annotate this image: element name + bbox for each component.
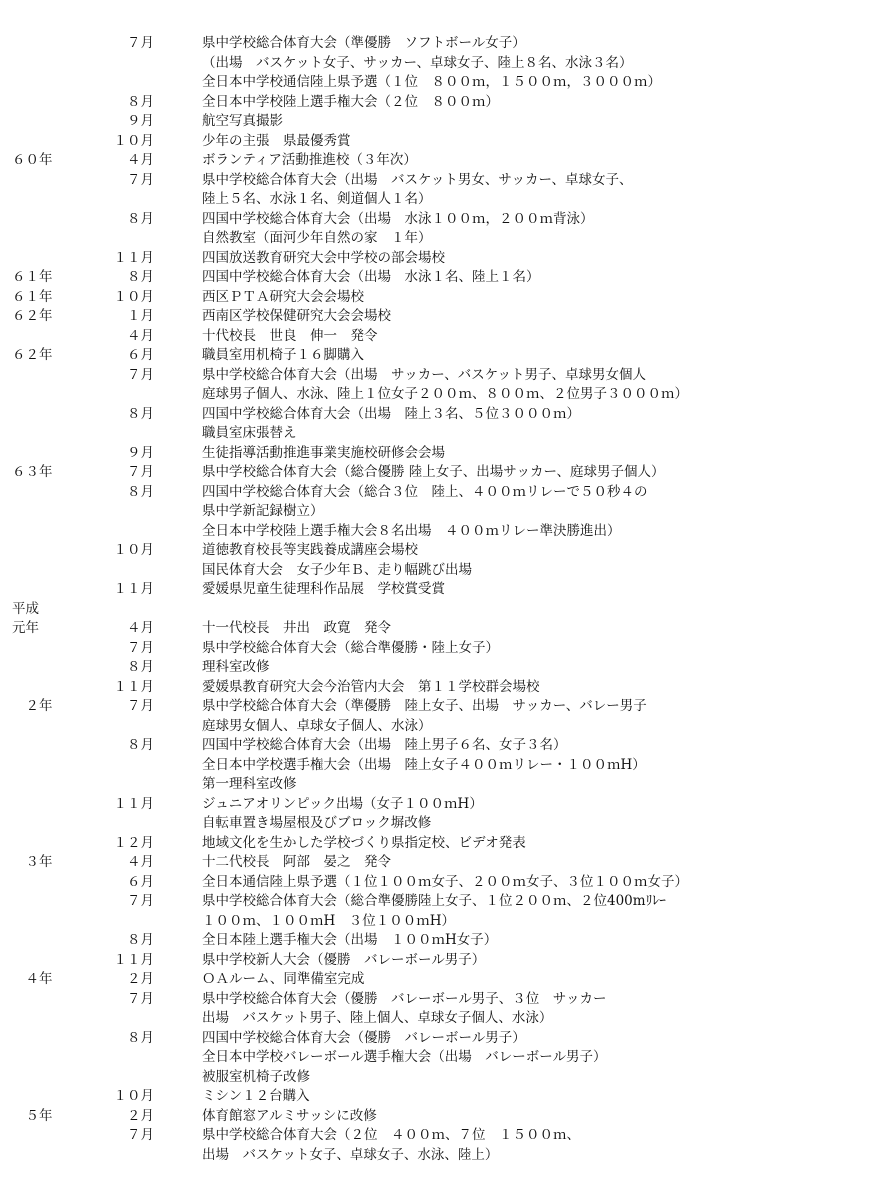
month-cell: １０月 [113,1088,154,1104]
month-cell: ８月 [127,483,154,500]
year-cell: ５年 [12,1107,53,1124]
month-cell: ８月 [127,659,154,675]
history-row [0,639,877,659]
month-cell: ７月 [127,698,154,714]
event-text: 四国中学校総合体育大会（出場 水泳１名、陸上１名） [202,269,540,285]
month-cell: １月 [127,308,154,324]
event-text: 県中学校総合体育大会（総合準優勝・陸上女子） [202,639,499,656]
history-row [0,249,877,269]
month-cell: ８月 [127,737,154,753]
event-text: 出場 バスケット男子、陸上個人、卓球女子個人、水泳） [202,1010,553,1026]
month-cell: ４月 [127,152,154,168]
event-text: ジュニアオリンピック出場（女子１００ｍH） [202,795,483,812]
history-row [0,307,877,327]
history-row [0,619,877,639]
year-cell: 平成 [12,600,39,617]
history-row [0,775,877,795]
event-text: 全日本中学校陸上選手権大会８名出場 ４００ｍリレー準決勝進出） [202,522,621,539]
event-text: 国民体育大会 女子少年Ｂ、走り幅跳び出場 [202,561,472,578]
month-cell: ８月 [127,93,154,110]
history-row [0,756,877,776]
event-text: 出場 バスケット女子、卓球女子、水泳、陸上） [202,1146,499,1163]
history-document [0,34,877,1165]
month-cell: ８月 [127,210,154,227]
event-text: 全日本中学校通信陸上県予選（１位 ８００ｍ，１５００ｍ，３０００ｍ） [202,74,661,90]
month-cell: ７月 [127,639,154,656]
history-row [0,502,877,522]
year-cell: 元年 [12,620,39,636]
month-cell: ２月 [127,971,154,987]
history-row [0,678,877,698]
history-row [0,288,877,308]
history-row [0,93,877,113]
event-text: 自転車置き場屋根及びブロック塀改修 [202,815,432,831]
month-cell: １１月 [113,795,154,812]
month-cell: １２月 [113,834,154,851]
month-cell: ７月 [127,893,154,909]
month-cell: ８月 [127,932,154,948]
history-row [0,931,877,951]
month-cell: １１月 [113,581,154,597]
month-cell: ７月 [127,35,154,51]
history-row [0,268,877,288]
month-cell: ９月 [127,113,154,129]
history-row [0,132,877,152]
history-row [0,1126,877,1146]
event-text: 全日本通信陸上県予選（１位１００ｍ女子、２００ｍ女子、３位１００ｍ女子） [202,873,688,890]
event-text: 理科室改修 [202,659,270,675]
history-row [0,1068,877,1088]
history-row [0,697,877,717]
event-text: 庭球男子個人、水泳、陸上１位女子２００ｍ、８００ｍ、２位男子３０００ｍ） [202,386,688,402]
history-row [0,366,877,386]
event-text: 十一代校長 井出 政寛 発令 [202,620,391,636]
history-row [0,795,877,815]
month-cell: １０月 [113,288,154,305]
event-text: 県中学校総合体育大会（準優勝 陸上女子、出場 サッカー、バレー男子 [202,698,647,714]
history-row [0,1029,877,1049]
event-text: 県中学新記録樹立） [202,503,324,519]
history-row [0,190,877,210]
month-cell: ６月 [127,347,154,363]
year-cell: ４年 [12,971,53,987]
month-cell: １１月 [113,249,154,266]
history-row [0,717,877,737]
event-text: 西南区学校保健研究大会会場校 [202,308,391,324]
event-text: 県中学校総合体育大会（総合優勝 陸上女子、出場サッカー、庭球男子個人） [202,464,665,480]
history-row [0,424,877,444]
history-row [0,1048,877,1068]
history-row [0,1146,877,1166]
event-text: 陸上５名、水泳１名、剣道個人１名） [202,191,432,207]
history-row [0,951,877,971]
event-text: 少年の主張 県最優秀賞 [202,132,351,149]
event-text: （出場 バスケット女子、サッカー、卓球女子、陸上８名、水泳３名） [202,54,633,71]
history-row [0,990,877,1010]
event-text: 県中学校総合体育大会（２位 ４００ｍ、７位 １５００ｍ、 [202,1127,580,1143]
history-row [0,385,877,405]
event-text: 職員室用机椅子１６脚購入 [202,347,364,363]
history-row [0,444,877,464]
history-row [0,736,877,756]
history-row [0,873,877,893]
event-text: 四国中学校総合体育大会（出場 水泳１００ｍ，２００ｍ背泳） [202,210,594,227]
event-text: 県中学校総合体育大会（出場 サッカー、バスケット男子、卓球男女個人 [202,366,647,383]
history-row [0,1087,877,1107]
event-text: 四国中学校総合体育大会（出場 陸上男子６名、女子３名） [202,737,567,753]
event-text: 生徒指導活動推進事業実施校研修会会場 [202,444,445,461]
history-row [0,483,877,503]
event-text: 地域文化を生かした学校づくり県指定校、ビデオ発表 [202,834,526,851]
year-cell: ６０年 [12,152,53,168]
history-list [0,34,877,1165]
event-text: 西区ＰＴＡ研究大会会場校 [202,288,364,305]
history-row [0,34,877,54]
event-text: 四国中学校総合体育大会（総合３位 陸上、４００ｍリレーで５０秒４の [202,483,648,500]
history-row [0,970,877,990]
month-cell: １１月 [113,678,154,695]
event-text: 道徳教育校長等実践養成講座会場校 [202,542,418,558]
history-row [0,229,877,249]
event-text: 愛媛県教育研究大会今治管内大会 第１１学校群会場校 [202,678,540,695]
month-cell: ８月 [127,269,154,285]
event-text: 県中学校総合体育大会（優勝 バレーボール男子、３位 サッカー [202,990,607,1007]
month-cell: １１月 [113,951,154,968]
year-cell: ２年 [12,698,53,714]
history-row [0,171,877,191]
event-text: 全日本中学校バレーボール選手権大会（出場 バレーボール男子） [202,1049,607,1065]
event-text: 全日本中学校陸上選手権大会（２位 ８００ｍ） [202,93,499,110]
month-cell: ７月 [127,1127,154,1143]
history-row [0,834,877,854]
history-row [0,112,877,132]
event-text: ＯＡルーム、同準備室完成 [202,971,365,987]
history-row [0,73,877,93]
history-row [0,561,877,581]
event-text: １００ｍ、１００ｍH ３位１００ｍH） [202,912,456,929]
month-cell: １０月 [113,132,154,149]
month-cell: ７月 [127,366,154,383]
month-cell: ６月 [127,873,154,890]
history-row [0,54,877,74]
year-cell: ６３年 [12,464,53,480]
month-cell: ７月 [127,990,154,1007]
month-cell: ４月 [127,327,154,344]
event-text: 県中学校新人大会（優勝 バレーボール男子） [202,951,486,968]
event-text: 自然教室（面河少年自然の家 １年） [202,230,432,246]
history-row [0,405,877,425]
event-text: 全日本陸上選手権大会（出場 １００ｍH女子） [202,932,498,948]
event-text: 四国中学校総合体育大会（優勝 バレーボール男子） [202,1029,526,1046]
event-text: 被服室机椅子改修 [202,1068,310,1085]
month-cell: ８月 [127,405,154,422]
month-cell: ９月 [127,444,154,461]
month-cell: ７月 [127,171,154,188]
history-row [0,346,877,366]
history-row [0,580,877,600]
history-row [0,912,877,932]
event-text: 航空写真撮影 [202,113,283,129]
month-cell: ４月 [127,620,154,636]
year-cell: ６１年 [12,288,53,305]
event-text: 県中学校総合体育大会（準優勝 ソフトボール女子） [202,35,526,51]
history-row [0,853,877,873]
history-row [0,814,877,834]
history-row [0,541,877,561]
history-row [0,658,877,678]
year-cell: ６２年 [12,308,53,324]
event-text: 県中学校総合体育大会（出場 バスケット男女、サッカー、卓球女子、 [202,171,633,188]
event-text: 四国中学校総合体育大会（出場 陸上３名、５位３０００ｍ） [202,405,580,422]
month-cell: ４月 [127,854,154,870]
month-cell: ２月 [127,1107,154,1124]
history-row [0,1009,877,1029]
event-text: 体育館窓アルミサッシに改修 [202,1107,377,1124]
event-text: ボランティア活動推進校（３年次） [202,152,417,168]
month-cell: ７月 [127,464,154,480]
history-row [0,151,877,171]
year-cell: ６１年 [12,269,53,285]
month-cell: ８月 [127,1029,154,1046]
history-row [0,327,877,347]
history-row [0,600,877,620]
history-row [0,892,877,912]
event-text: 庭球男女個人、卓球女子個人、水泳） [202,717,432,734]
event-text: 四国放送教育研究大会中学校の部会場校 [202,249,445,266]
event-text: 愛媛県児童生徒理科作品展 学校賞受賞 [202,581,445,597]
history-row [0,522,877,542]
month-cell: １０月 [113,542,154,558]
event-text: 十代校長 世良 伸一 発令 [202,327,378,344]
event-text: ミシン１２台購入 [202,1088,310,1104]
history-row [0,210,877,230]
year-cell: ３年 [12,854,53,870]
history-row [0,463,877,483]
history-row [0,1107,877,1127]
event-text: 第一理科室改修 [202,776,297,792]
event-text: 十二代校長 阿部 晏之 発令 [202,854,391,870]
event-text: 県中学校総合体育大会（総合準優勝陸上女子、１位２００ｍ、２位400mﾘﾚｰ [202,893,666,909]
year-cell: ６２年 [12,347,53,363]
event-text: 全日本中学校選手権大会（出場 陸上女子４００ｍリレー・１００ｍH） [202,756,646,773]
event-text: 職員室床張替え [202,425,297,441]
